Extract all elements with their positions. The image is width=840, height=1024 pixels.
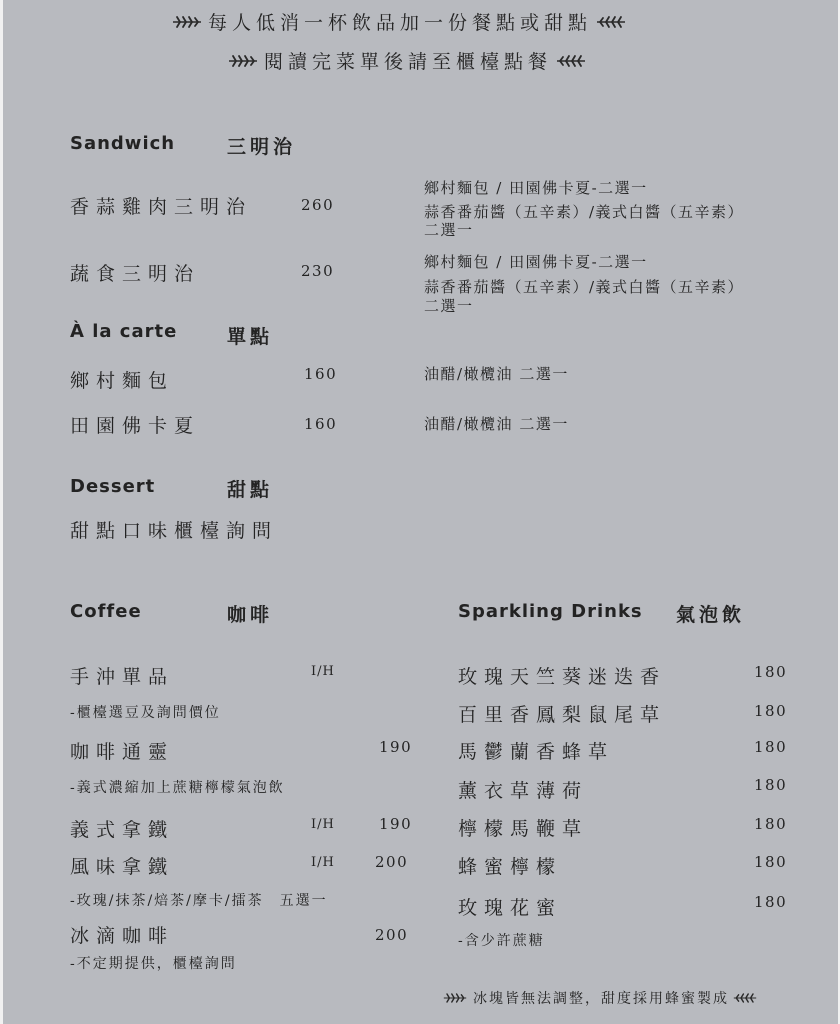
menu-item-name: 蔬食三明治	[70, 263, 201, 285]
menu-item-size: I/H	[311, 817, 335, 832]
notice-min-order	[172, 8, 626, 35]
menu-item-price: 180	[754, 853, 788, 871]
menu-item-name: 冰滴咖啡	[70, 925, 175, 947]
menu-item-note: -含少許蔗糖	[458, 933, 545, 949]
menu-item-name: 義式拿鐵	[70, 819, 175, 841]
menu-item-name: 田園佛卡夏	[70, 415, 201, 437]
menu-item-size: I/H	[311, 664, 335, 679]
section-title-coffee: Coffee	[70, 601, 142, 622]
menu-item-desc-line: 蒜香番茄醬（五辛素）/義式白醬（五辛素）	[424, 203, 745, 221]
menu-item-note: -玫瑰/抹茶/焙茶/摩卡/擂茶 五選一	[70, 893, 328, 909]
section-title-dessert: Dessert	[70, 476, 156, 497]
leaf-right-icon	[556, 54, 586, 68]
menu-item-price: 230	[301, 262, 335, 280]
menu-item-desc-line: 鄉村麵包 / 田園佛卡夏-二選一	[424, 253, 648, 271]
menu-item-price: 180	[754, 738, 788, 756]
notice-order-at-counter-text: 閱讀完菜單後請至櫃檯點餐	[264, 51, 553, 73]
leaf-right-icon	[733, 992, 757, 1004]
menu-item-name: 玫瑰花蜜	[458, 897, 563, 919]
section-title-sparkling: Sparkling Drinks	[458, 601, 643, 622]
dessert-note: 甜點口味櫃檯詢問	[70, 520, 279, 542]
menu-item-name: 香蒜雞肉三明治	[70, 196, 253, 218]
menu-item-price: 180	[754, 815, 788, 833]
notice-min-order-text: 每人低消一杯飲品加一份餐點或甜點	[208, 12, 593, 34]
menu-item-name: 風味拿鐵	[70, 856, 175, 878]
leaf-left-icon	[172, 15, 202, 29]
menu-item-desc-line: 油醋/橄欖油 二選一	[424, 415, 569, 433]
menu-item-price: 180	[754, 776, 788, 794]
menu-item-name: 鄉村麵包	[70, 370, 175, 392]
footer-note-text: 冰塊皆無法調整，甜度採用蜂蜜製成	[473, 991, 729, 1007]
menu-item-name: 薰衣草薄荷	[458, 780, 589, 802]
menu-item-price: 160	[304, 365, 338, 383]
menu-item-desc-line: 二選一	[424, 221, 474, 239]
menu-item-price: 180	[754, 702, 788, 720]
menu-item-desc-line: 鄉村麵包 / 田園佛卡夏-二選一	[424, 179, 648, 197]
section-title-alacarte-zh: 單點	[227, 326, 274, 348]
left-edge	[0, 0, 3, 1024]
menu-item-price: 260	[301, 196, 335, 214]
section-title-coffee-zh: 咖啡	[227, 604, 274, 626]
menu-item-note: -不定期提供，櫃檯詢問	[70, 956, 237, 972]
menu-item-desc-line: 蒜香番茄醬（五辛素）/義式白醬（五辛素）	[424, 278, 745, 296]
section-title-sandwich: Sandwich	[70, 133, 176, 154]
leaf-left-icon	[443, 992, 467, 1004]
menu-item-name: 馬鬱蘭香蜂草	[458, 741, 615, 763]
leaf-right-icon	[596, 15, 626, 29]
section-title-dessert-zh: 甜點	[227, 479, 274, 501]
menu-item-price: 160	[304, 415, 338, 433]
menu-item-note: -櫃檯選豆及詢問價位	[70, 705, 221, 721]
menu-item-desc-line: 二選一	[424, 297, 474, 315]
menu-item-price: 180	[754, 893, 788, 911]
menu-item-name: 咖啡通靈	[70, 741, 175, 763]
menu-item-desc-line: 油醋/橄欖油 二選一	[424, 365, 569, 383]
menu-item-price: 200	[375, 926, 409, 944]
section-title-sparkling-zh: 氣泡飲	[676, 604, 746, 626]
menu-item-note: -義式濃縮加上蔗糖檸檬氣泡飲	[70, 780, 285, 796]
leaf-left-icon	[228, 54, 258, 68]
menu-item-name: 蜂蜜檸檬	[458, 856, 563, 878]
menu-item-name: 檸檬馬鞭草	[458, 818, 589, 840]
menu-item-name: 玫瑰天竺葵迷迭香	[458, 666, 667, 688]
notice-order-at-counter	[228, 47, 586, 74]
menu-item-name: 百里香鳳梨鼠尾草	[458, 704, 667, 726]
section-title-sandwich-zh: 三明治	[227, 136, 297, 158]
menu-item-price: 190	[379, 815, 413, 833]
menu-item-price: 190	[379, 738, 413, 756]
footer-note	[443, 988, 757, 1008]
menu-item-name: 手沖單品	[70, 666, 175, 688]
menu-item-size: I/H	[311, 855, 335, 870]
section-title-alacarte: À la carte	[70, 321, 178, 342]
menu-item-price: 180	[754, 663, 788, 681]
menu-item-price: 200	[375, 853, 409, 871]
